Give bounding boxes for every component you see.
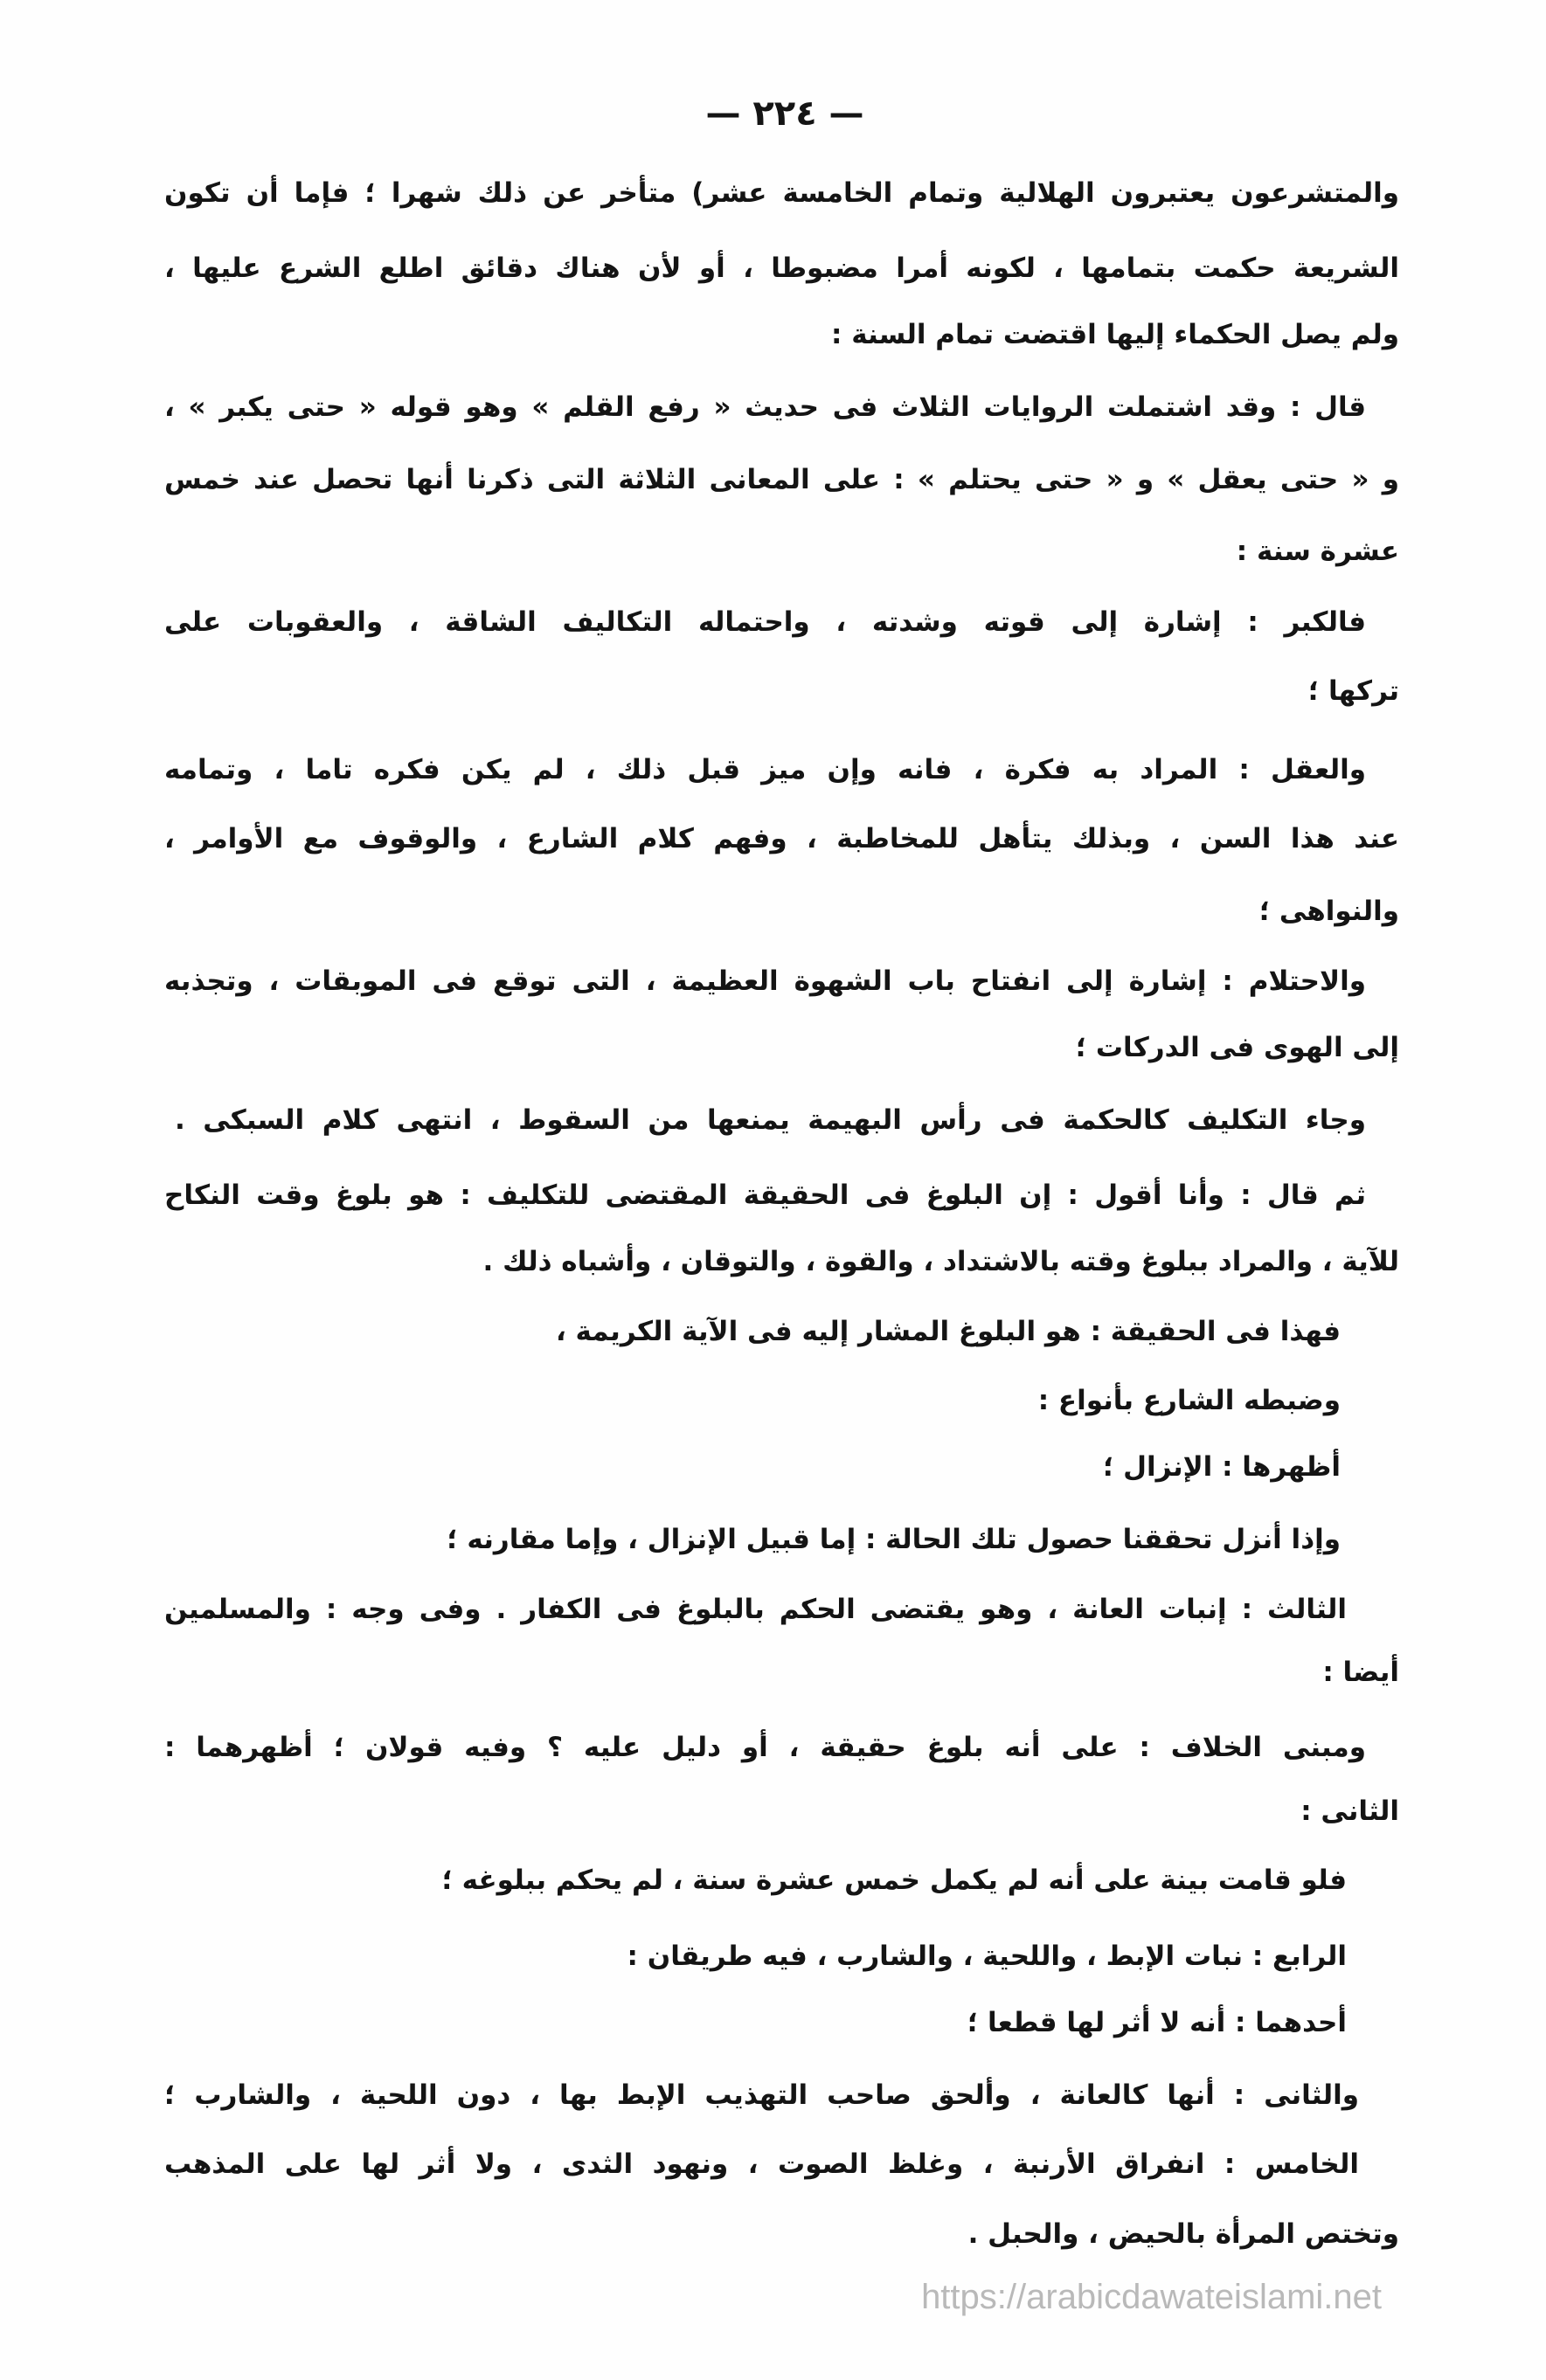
page-number: — ٢٢٤ — (705, 93, 864, 134)
text-line: الخامس : انفراق الأرنبة ، وغلظ الصوت ، ونهود الثدى ، ولا أثر لها على المذهب (164, 2148, 1359, 2180)
text-line: ولم يصل الحكماء إليها اقتضت تمام السنة : (831, 319, 1399, 350)
text-line: إلى الهوى فى الدركات ؛ (1075, 1032, 1399, 1063)
text-line: فلو قامت بينة على أنه لم يكمل خمس عشرة سنة ، لم يحكم ببلوغه ؛ (441, 1865, 1347, 1896)
text-line: والمتشرعون يعتبرون الهلالية وتمام الخامسة عشر) متأخر عن ذلك شهرا ؛ فإما أن تكون (164, 177, 1399, 209)
text-line: أحدهما : أنه لا أثر لها قطعا ؛ (967, 2007, 1347, 2038)
text-line: والثانى : أنها كالعانة ، وألحق صاحب التهذيب الإبط بها ، دون اللحية ، والشارب ؛ (164, 2079, 1359, 2111)
text-line: وجاء التكليف كالحكمة فى رأس البهيمة يمنعها من السقوط ، انتهى كلام السبكى . (175, 1104, 1366, 1136)
text-line: أظهرها : الإنزال ؛ (1102, 1451, 1341, 1483)
text-line: أيضا : (1322, 1657, 1399, 1688)
text-line: وإذا أنزل تحققنا حصول تلك الحالة : إما قبيل الإنزال ، وإما مقارنه ؛ (447, 1524, 1341, 1555)
text-line: عند هذا السن ، وبذلك يتأهل للمخاطبة ، وفهم كلام الشارع ، والوقوف مع الأوامر ، (164, 823, 1399, 854)
text-line: والنواهى ؛ (1258, 896, 1399, 927)
text-line: فالكبر : إشارة إلى قوته وشدته ، واحتماله التكاليف الشاقة ، والعقوبات على (164, 606, 1366, 638)
text-line: الثانى : (1300, 1795, 1399, 1827)
watermark-url: https://arabicdawateislami.net (921, 2278, 1382, 2316)
text-line: الرابع : نبات الإبط ، واللحية ، والشارب ، فيه طريقان : (627, 1941, 1347, 1972)
text-line: للآية ، والمراد ببلوغ وقته بالاشتداد ، والقوة ، والتوقان ، وأشباه ذلك . (482, 1246, 1399, 1277)
text-line: الثالث : إنبات العانة ، وهو يقتضى الحكم بالبلوغ فى الكفار . وفى وجه : والمسلمين (164, 1594, 1347, 1625)
text-line: والعقل : المراد به فكرة ، فانه وإن ميز قبل ذلك ، لم يكن فكره تاما ، وتمامه (164, 754, 1366, 785)
text-line: الشريعة حكمت بتمامها ، لكونه أمرا مضبوطا ، أو لأن هناك دقائق اطلع الشرع عليها ، (164, 253, 1399, 284)
text-line: وتختص المرأة بالحيض ، والحبل . (967, 2218, 1399, 2250)
text-line: ثم قال : وأنا أقول : إن البلوغ فى الحقيقة المقتضى للتكليف : هو بلوغ وقت النكاح (164, 1180, 1366, 1211)
text-line: تركها ؛ (1307, 675, 1399, 707)
text-line: قال : وقد اشتملت الروايات الثلاث فى حديث « رفع القلم » وهو قوله « حتى يكبر » ، (164, 391, 1366, 423)
text-line: و « حتى يعقل » و « حتى يحتلم » : على المعانى الثلاثة التى ذكرنا أنها تحصل عند خمس (164, 464, 1399, 495)
text-line: ومبنى الخلاف : على أنه بلوغ حقيقة ، أو دليل عليه ؟ وفيه قولان ؛ أظهرهما : (164, 1732, 1366, 1763)
text-line: عشرة سنة : (1236, 536, 1399, 567)
text-line: فهذا فى الحقيقة : هو البلوغ المشار إليه فى الآية الكريمة ، (555, 1316, 1341, 1347)
text-line: وضبطه الشارع بأنواع : (1037, 1385, 1341, 1416)
text-line: والاحتلام : إشارة إلى انفتاح باب الشهوة العظيمة ، التى توقع فى الموبقات ، وتجذبه (164, 965, 1366, 997)
